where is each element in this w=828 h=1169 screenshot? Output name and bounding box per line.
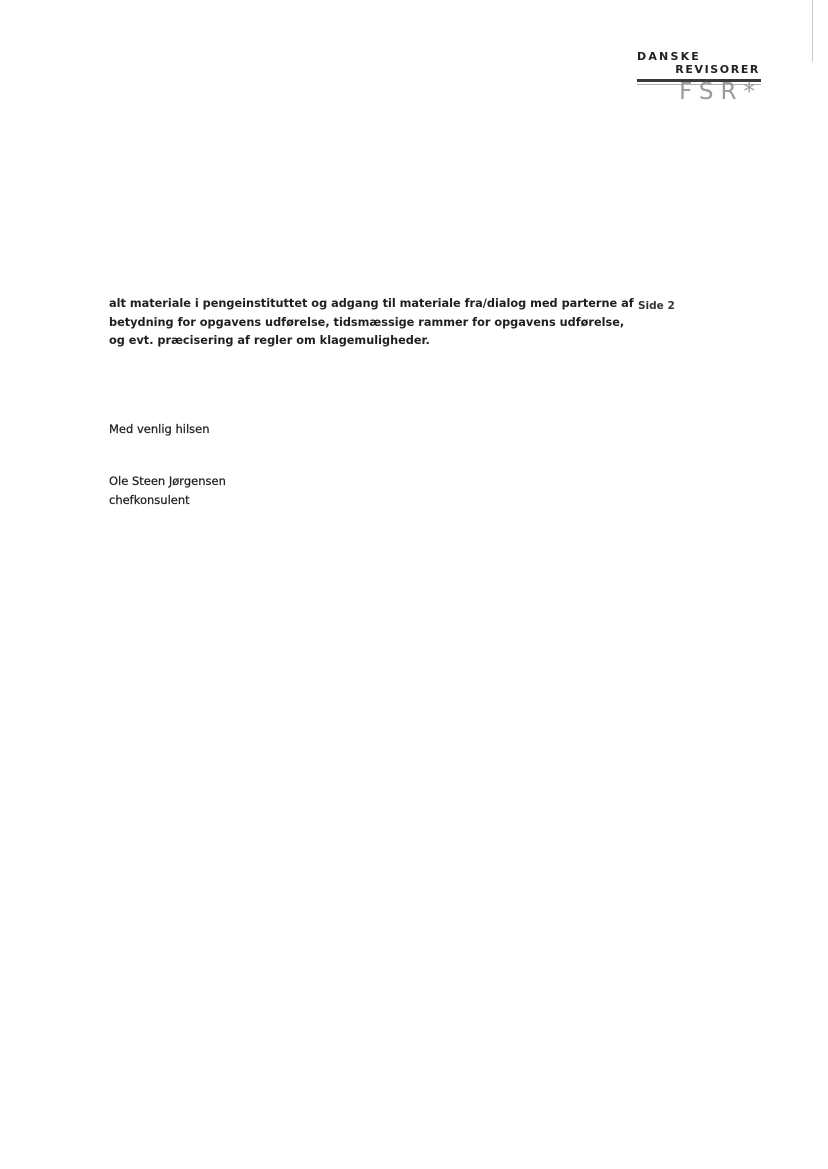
letter-body-paragraph [109,295,634,351]
signer-name: Ole Steen Jørgensen [109,474,226,488]
body-line: og evt. præcisering af regler om klagemuligheder. [109,334,430,347]
danske-revisorer-logo [632,50,764,112]
page-number-label: Side 2 [638,300,675,312]
body-line: alt materiale i pengeinstituttet og adgang til materiale fra/dialog med parterne af [109,297,634,310]
page-edge-line [812,0,813,62]
logo-mark-fsr: FSR* [679,79,762,105]
closing-greeting: Med venlig hilsen [109,422,210,436]
logo-line-revisorer: REVISORER [675,63,760,76]
logo-line-danske: DANSKE [637,50,702,63]
body-line: betydning for opgavens udførelse, tidsmæssige rammer for opgavens udførelse, [109,315,625,329]
signer-title: chefkonsulent [109,493,190,507]
